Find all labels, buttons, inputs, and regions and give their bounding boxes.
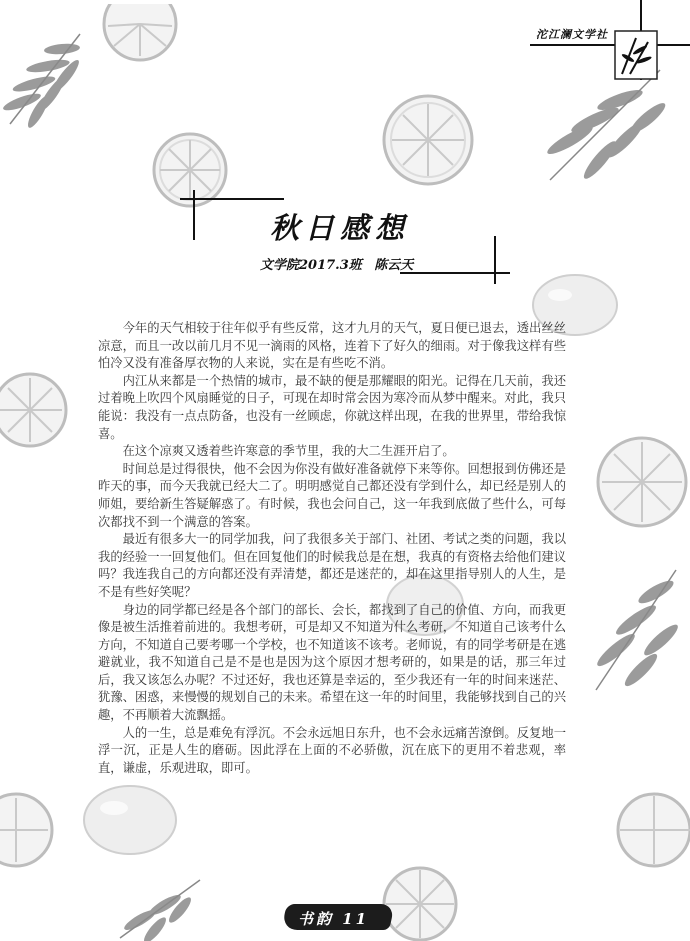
citrus-slice-left xyxy=(0,370,80,450)
paragraph: 内江从来都是一个热情的城市，最不缺的便是那耀眼的阳光。记得在几天前，我还过着晚上吹四个风扇睡觉的日子，可现在却时常会因为寒冷而从梦中醒来。对此，我只能说：我没有一点点防备，也没有一丝顾虑，你就这样出现，在我的世界里，带给我惊喜。 xyxy=(98,373,566,441)
magazine-name: 沱江澜文学社 xyxy=(536,28,608,41)
leaf-branch-right xyxy=(586,560,690,700)
leaf-branch-bottom-left xyxy=(110,850,220,941)
class-label: 文学院2017.3班 xyxy=(260,258,362,273)
paragraph: 今年的天气相较于往年似乎有些反常，这才九月的天气，夏日便已退去，透出丝丝凉意，而且一改以前几月不见一滴雨的风格，连着下了好久的细雨。对于像我这样有些怕冷又没有准备厚衣物的人来说，实在是有些吃不消。 xyxy=(98,321,566,371)
author-name: 陈云天 xyxy=(374,258,414,273)
article-body xyxy=(98,320,566,777)
paragraph: 时间总是过得很快，他不会因为你没有做好准备就停下来等你。回想报到仿佛还是昨天的事，而今天我就已经大二了。明明感觉自己都还没有学到什么，却已经是别人的师姐，要给新生答疑解惑了。有时候，我也会问自己，这一年我到底做了些什么，可每次都找不到一个满意的答案。 xyxy=(98,461,566,529)
paragraph: 在这个凉爽又透着些许寒意的季节里，我的大二生涯开启了。 xyxy=(122,444,455,459)
leaf-branch-top-left xyxy=(0,24,95,134)
title-vertical-right xyxy=(494,236,496,284)
title-vertical-left xyxy=(193,190,195,240)
title-rule-top xyxy=(180,198,284,200)
paragraph: 身边的同学都已经是各个部门的部长、会长，都找到了自己的价值、方向，而我更像是被生活推着前进的。我想考研，可是却又不知道为什么考研，不知道自己该考什么方向，不知道自己要考哪一个学校，也不知道该不该考。老师说，有的同学考研是在逃避就业，我不知道自己是不是也是因为这个原因才想考研的，如果是的话，那三年过后，我又该怎么办呢？不过还好，我也还算是幸运的，至少我还有一年的时间来迷茫、犹豫、困惑，来慢慢的规划自己的未来。希望在这一年的时间里，我能够找到自己的兴趣，不再顺着大流飘摇。 xyxy=(98,602,566,723)
citrus-slice-top xyxy=(100,4,180,64)
citrus-slice-bottom-right xyxy=(606,790,690,870)
citrus-slice-bottom-left xyxy=(0,790,60,870)
citrus-slice-center xyxy=(380,92,476,188)
citrus-slice-bottom-center xyxy=(380,852,460,941)
page-title: 秋日感想 xyxy=(269,211,410,245)
paragraph: 最近有很多大一的同学加我，问了我很多关于部门、社团、考试之类的问题，我以我的经验一一回复他们。但在回复他们的时候我总是在想，我真的有资格去给他们建议吗？我连我自己的方向都还没有弄清楚，都还是迷茫的，却在这里指导别人的人生，是不是有些好笑呢？ xyxy=(98,532,566,599)
leaf-branch-top-right xyxy=(540,60,680,190)
bamboo-stamp-icon xyxy=(614,30,658,80)
byline xyxy=(260,254,460,273)
paragraph: 人的一生，总是难免有浮沉。不会永远旭日东升，也不会永远痛苦潦倒。反复地一浮一沉，正是人生的磨砺。因此浮在上面的不必骄傲，沉在底下的更用不着悲观，率直，谦虚，乐观进取，即可。 xyxy=(98,725,566,775)
page-number-label: 书韵 11 xyxy=(298,910,370,928)
header-rule xyxy=(530,44,690,46)
citrus-slice-right xyxy=(594,434,690,530)
lemon-bottom-left xyxy=(80,780,180,860)
page-badge xyxy=(284,898,392,932)
